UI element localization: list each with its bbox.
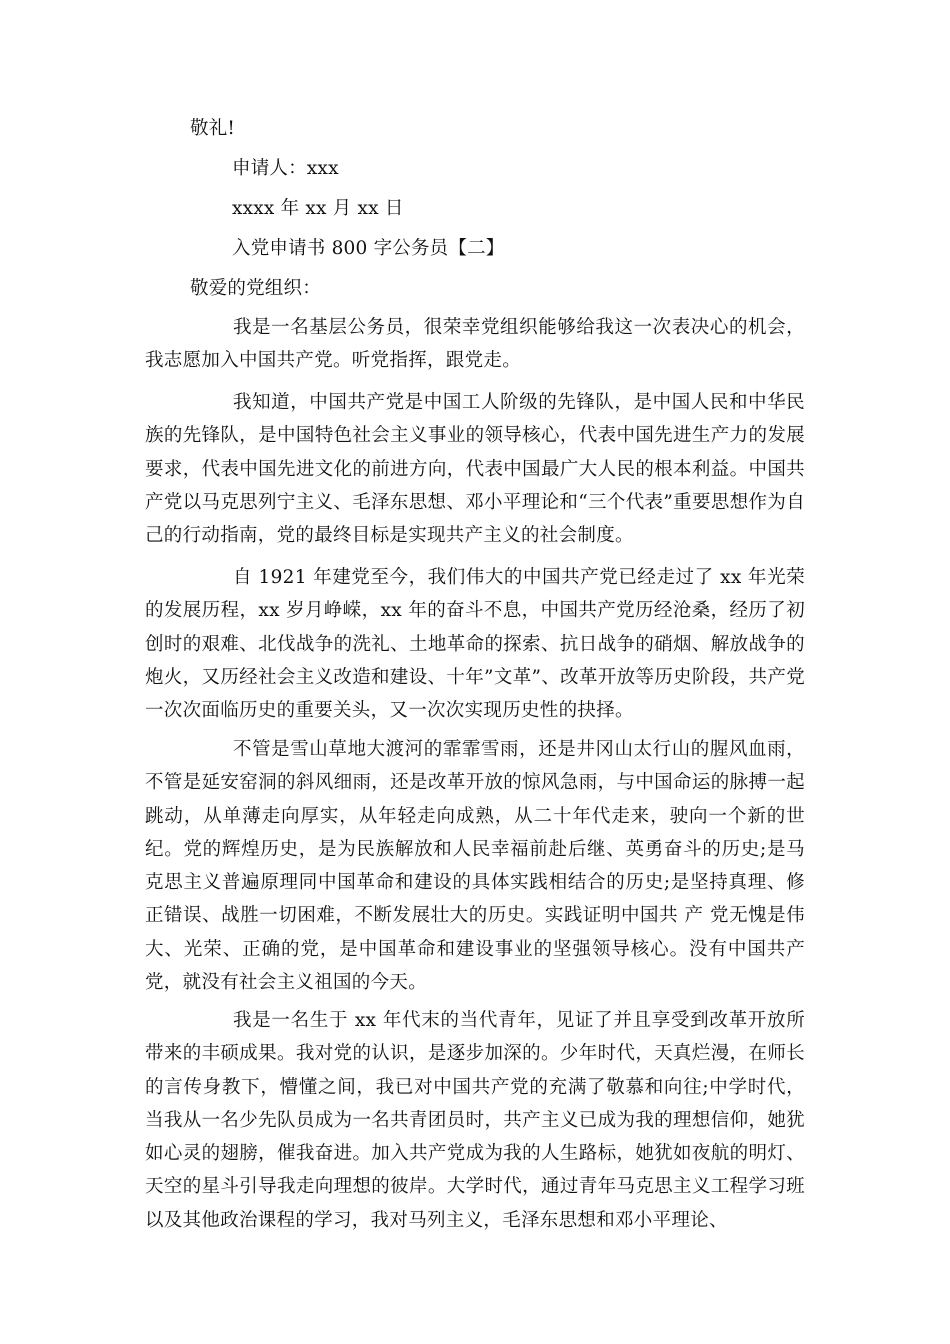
applicant-line: 申请人：xxx <box>232 158 339 179</box>
date-line: xxxx 年 xx 月 xx 日 <box>232 198 404 219</box>
paragraph: 自 1921 年建党至今，我们伟大的中国共产党已经走过了 xx 年光荣的发展历程，xx 岁月峥嵘，xx 年的奋斗不息，中国共产党历经沧桑，经历了初创时的艰难、北伐战争的洗礼、土地革命的探索、抗日战争的硝烟、解放战争的炮火，又历经社会主义改造和建设、十年”文革”、改革开放等历史阶段，共产党一次次面临历史的重要关头，又一次次实现历史性的抉择。 <box>145 567 805 722</box>
paragraph: 不管是雪山草地大渡河的霏霏雪雨，还是井冈山太行山的腥风血雨，不管是延安窑洞的斜风细雨，还是改革开放的惊风急雨，与中国命运的脉搏一起跳动，从单薄走向厚实，从年轻走向成熟，从二十年代走来，驶向一个新的世纪。党的辉煌历史，是为民族解放和人民幸福前赴后继、英勇奋斗的历史;是马克思主义普遍原理同中国革命和建设的具体实践相结合的历史;是坚持真理、修正错误、战胜一切困难，不断发展壮大的历史。实践证明中国共 产 党无愧是伟大、光荣、正确的党，是中国革命和建设事业的坚强领导核心。没有中国共产党，就没有社会主义祖国的今天。 <box>145 739 805 994</box>
closing-text: 敬礼! <box>190 118 236 139</box>
paragraph: 我是一名生于 xx 年代末的当代青年，见证了并且享受到改革开放所带来的丰硕成果。我对党的认识，是逐步加深的。少年时代，天真烂漫，在师长的言传身教下，懵懂之间，我已对中国共产党的充满了敬慕和向往;中学时代，当我从一名少先队员成为一名共青团员时，共产主义已成为我的理想信仰，她犹如心灵的翅膀，催我奋进。加入共产党成为我的人生路标，她犹如夜航的明灯、天空的星斗引导我走向理想的彼岸。大学时代，通过青年马克思主义工程学习班以及其他政治课程的学习，我对马列主义，毛泽东思想和邓小平理论、 <box>145 1010 805 1231</box>
section-title: 入党申请书 800 字公务员【二】 <box>232 238 505 259</box>
paragraph: 我知道，中国共产党是中国工人阶级的先锋队，是中国人民和中华民族的先锋队，是中国特色社会主义事业的领导核心，代表中国先进生产力的发展要求，代表中国先进文化的前进方向，代表中国最广大人民的根本利益。中国共产党以马克思列宁主义、毛泽东思想、邓小平理论和“三个代表”重要思想作为自己的行动指南，党的最终目标是实现共产主义的社会制度。 <box>145 392 805 547</box>
paragraph: 我是一名基层公务员，很荣幸党组织能够给我这一次表决心的机会，我志愿加入中国共产党。听党指挥，跟党走。 <box>145 317 805 372</box>
salutation: 敬爱的党组织： <box>190 278 321 299</box>
